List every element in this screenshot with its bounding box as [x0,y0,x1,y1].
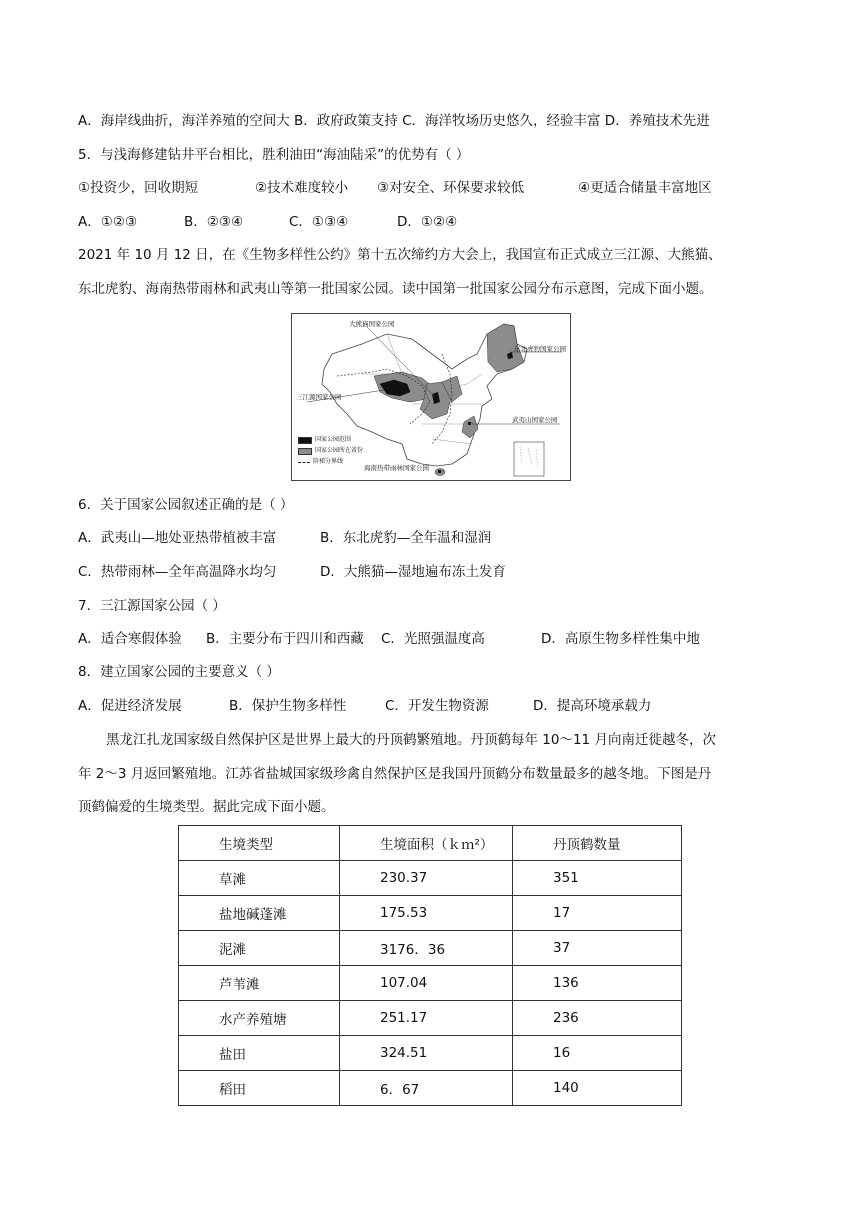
table-row [179,966,682,1001]
cell-count: 16 [513,1036,682,1071]
label-wuyishan: 武夷山国家公园 [512,416,558,424]
legend-province-swatch [298,448,312,455]
legend-park-swatch [298,437,312,444]
cell-count: 351 [513,861,682,896]
cell-area: 324.51 [340,1036,513,1071]
q5-option-c: C．①③④ [289,214,349,230]
cell-area: 6．67 [340,1071,513,1106]
q7-option-a: A．适合寒假体验 [78,631,182,647]
label-panda: 大熊猫国家公园 [349,320,395,328]
cell-type: 泥滩 [179,931,340,966]
q6-option-c: C．热带雨林—全年高温降水均匀 [78,564,277,580]
q5-item-4: ④更适合储量丰富地区 [578,180,712,196]
label-sanjiangyuan: 三江源国家公园 [296,393,342,401]
q5-item-3: ③对安全、环保要求较低 [377,180,525,196]
label-hainan: 海南热带雨林国家公园 [364,464,429,472]
cell-area: 175.53 [340,896,513,931]
header-habitat-area: 生境面积（ｋｍ²） [340,826,513,861]
cell-count: 236 [513,1001,682,1036]
q8-stem: 8．建立国家公园的主要意义（ ） [78,664,280,680]
cell-count: 17 [513,896,682,931]
q6-stem: 6．关于国家公园叙述正确的是（ ） [78,497,294,513]
q7-option-d: D．高原生物多样性集中地 [541,631,700,647]
cell-type: 盐田 [179,1036,340,1071]
legend-ladder-swatch [298,462,310,463]
south-china-sea-inset [514,442,544,476]
q5-option-d: D．①②④ [397,214,458,230]
q7-option-c: C．光照强温度高 [381,631,485,647]
cell-area: 107.04 [340,966,513,1001]
legend-park [298,436,351,444]
passage2-line3: 顶鹤偏爱的生境类型。据此完成下面小题。 [78,799,335,815]
passage2-line2: 年 2～3 月返回繁殖地。江苏省盐城国家级珍禽自然保护区是我国丹顶鹤分布数量最多的越冬地。下图是丹 [78,766,712,782]
cell-area: 3176．36 [340,931,513,966]
q4-options: A．海岸线曲折，海洋养殖的空间大 B．政府政策支持 C．海洋牧场历史悠久，经验丰富 D．养殖技术先进 [78,113,710,129]
label-tiger: 东北虎豹国家公园 [514,345,566,353]
q8-option-b: B．保护生物多样性 [229,698,347,714]
table-row [179,896,682,931]
table-header-row [179,826,682,861]
national-parks-map [291,313,571,481]
header-habitat-type: 生境类型 [179,826,340,861]
cell-type: 稻田 [179,1071,340,1106]
legend-park-label: 国家公园范围 [315,436,352,443]
cell-count: 140 [513,1071,682,1106]
q7-stem: 7．三江源国家公园（ ） [78,598,226,614]
q5-item-2: ②技术难度较小 [255,180,349,196]
q8-option-a: A．促进经济发展 [78,698,182,714]
cell-type: 盐地碱蓬滩 [179,896,340,931]
hainan-park [438,470,441,473]
cell-count: 37 [513,931,682,966]
table-row [179,861,682,896]
passage1-line2: 东北虎豹、海南热带雨林和武夷山等第一批国家公园。读中国第一批国家公园分布示意图，完成下面小题。 [78,281,713,297]
wuyishan-park [468,422,471,425]
cell-area: 230.37 [340,861,513,896]
header-crane-count: 丹顶鹤数量 [513,826,682,861]
q5-item-1: ①投资少，回收期短 [78,180,199,196]
q7-option-b: B．主要分布于四川和西藏 [206,631,364,647]
passage2-line1: 黑龙江扎龙国家级自然保护区是世界上最大的丹顶鹤繁殖地。丹顶鹤每年 10～11 月向南迁徙越冬，次 [106,732,716,748]
q6-option-b: B．东北虎豹—全年温和湿润 [320,530,492,546]
cell-count: 136 [513,966,682,1001]
q5-option-b: B．②③④ [184,214,244,230]
legend-province [298,447,363,455]
q5-stem: 5．与浅海修建钻井平台相比，胜利油田“海油陆采”的优势有（ ） [78,147,470,163]
cell-type: 水产养殖塘 [179,1001,340,1036]
q5-option-a: A．①②③ [78,214,138,230]
q6-option-d: D．大熊猫—湿地遍布冻土发育 [320,564,506,580]
legend-ladder [298,458,343,466]
cell-area: 251.17 [340,1001,513,1036]
legend-province-label: 国家公园所在省份 [315,447,364,454]
table-row [179,1071,682,1106]
habitat-table [178,825,682,1106]
table-row [179,931,682,966]
cell-type: 草滩 [179,861,340,896]
q8-option-d: D．提高环境承载力 [533,698,652,714]
legend-ladder-label: 阶梯分界线 [313,458,344,465]
passage1-line1: 2021 年 10 月 12 日，在《生物多样性公约》第十五次缔约方大会上，我国宣布正式成立三江源、大熊猫、 [78,247,722,263]
q6-option-a: A．武夷山—地处亚热带植被丰富 [78,530,277,546]
table-row [179,1001,682,1036]
q8-option-c: C．开发生物资源 [385,698,489,714]
cell-type: 芦苇滩 [179,966,340,1001]
table-row [179,1036,682,1071]
